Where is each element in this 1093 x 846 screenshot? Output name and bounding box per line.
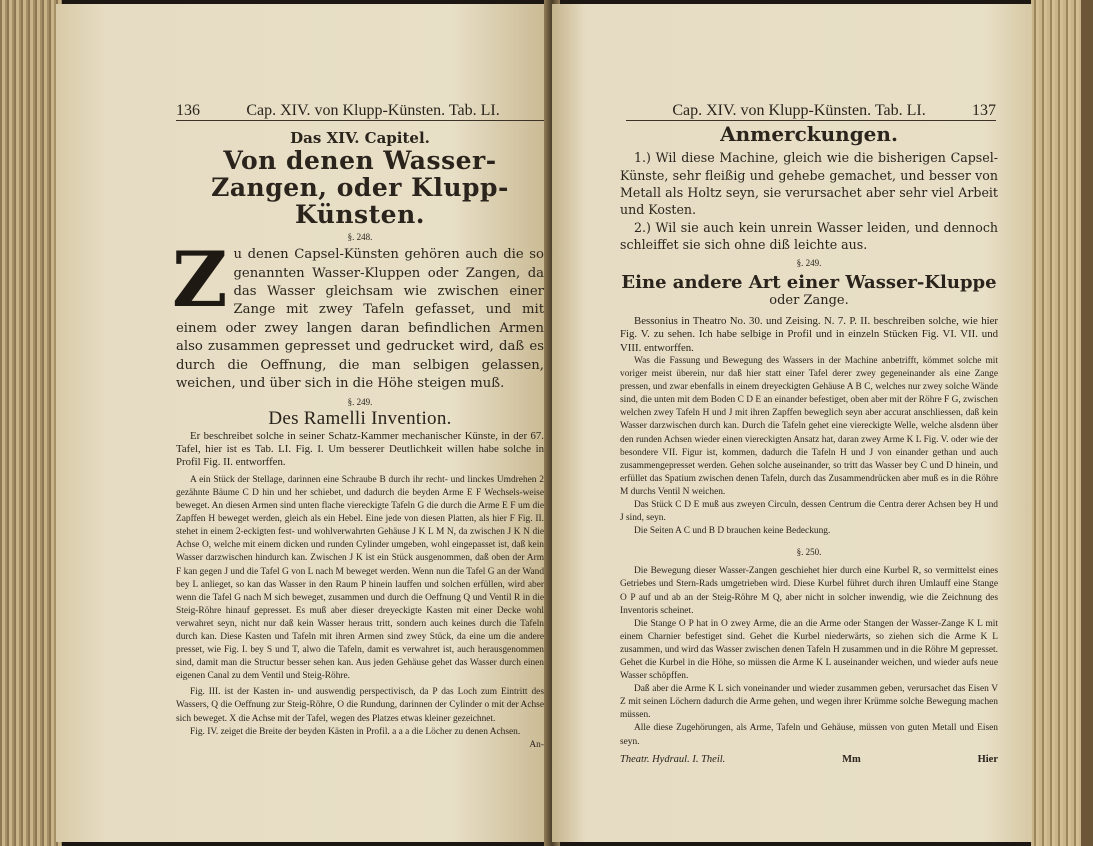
paragraph-stueck-cde: Das Stück C D E muß aus zweyen Circuln, dessen Centrum die Centra derer Achsen bey H und J sind, seyn. [620,499,998,524]
right-page-edges [1031,0,1093,846]
paragraph-number-250: §. 250. [796,547,822,558]
left-page-edges [0,0,62,846]
paragraph-ramelli-intro: Er beschreibet solche in seiner Schatz-Kammer mechanischer Künste, in der 67. Tafel, hier ist es Tab. LI. Fig. I. Um besserer Deutlichkeit willen habe solche in Profil Fig. II. entworffen. [176,429,544,469]
left-text-column [172,124,544,752]
annotation-note-1: 1.) Wil diese Machine, gleich wie die bisherigen Capsel-Künste, sehr fleißig und gehebe gemachet, und besser von Metall als Holtz seyn, sie verursachet aber sehr viel Arbeit und Kosten. [620,150,998,218]
right-running-head [626,96,996,121]
right-catchword: Hier [977,753,998,765]
right-paragraph-number-249: §. 249. [796,257,822,268]
paragraph-stange: Die Stange O P hat in O zwey Arme, die an die Arme oder Stangen der Wasser-Zange K L mit einem Charnier befestiget sind. Gehet die Kurbel niederwärts, so ziehen sich die Arme K L zusammen, und wird das Wasser zwischen denen Tafeln H zusammen und in die Röhre M gepresset. Gehet die Kurbel in die Höhe, so müssen die Arme K L auseinander weichen, und wieder aufs neue Wasser schöpffen. [620,618,998,682]
annotations-heading: Anmerckungen. [720,122,898,146]
chapter-heading: Das XIV. Capitel. [290,129,430,147]
paragraph-ramelli-description: A ein Stück der Stellage, darinnen eine Schraube B durch ihr recht- und linckes Umdrehen 2 gezähnte Bäume C D hin und her schiebet, und dadurch die beyden Arme E F Wechsels-weise beweget. An diesen Armen sind unten flache viereckigte Tafeln G die durch die Arme E F um die Zapffen H beweget werden, gleich als ein Hebel. Eine jede von diesen Platten, als hier F Fig. II. stehet in einem 2-eckigten fest- und wohlverwahrten Gehäuse J K L M N, da zwischen J K N die Achse O, welche mit einem dicken und runden Cylinder umgeben, wohl eingepasset ist, daß kein Wasser darzwischen hindurch kan. Zwischen J K ist ein Stück ausgenommen, daß oben der Arm F kan gegen J und die Tafel G von L nach M beweget werden. Wenn nun die Tafel G an der Wand bey L anlieget, so kan das Wasser in den Raum P hinein lauffen und solchen erfüllen, wird aber wenn die Tafel G nach M sich beweget, zusammen und durch die Oeffnung Q und Ventil R in die Steig-Röhre hinauf gepresset. Es muß aber dieser dreyeckigte Kasten mit einer Decke wohl verwahret seyn, nicht nur daß kein Wasser heraus tritt, sondern auch keines durch die Tafeln durch kan. Diese Kasten und Tafeln mit ihren Armen sind zwey Stück, da eine um die andere presset, wie Fig. I. bey S und T, alwo die Tafeln, damit es verwahret ist, auch herausgenommen sind, damit man die Structur besser sehen kan. Aus jeden Gehäuse gehet das Wasser durch einen eigenen Canal zu dem Ventil und Steig-Röhre. [176,474,544,682]
paragraph-bewegung: Die Bewegung dieser Wasser-Zangen geschiehet hier durch eine Kurbel R, so vermittelst eines Getriebes und Stern-Rads umgetrieben wird. Diese Kurbel führet durch ihren Umlauff eine Stange O P auf und ab an der Steig-Röhre M Q, aber nicht in solcher inwendig, wie die Zeichnung des Inventoris scheinet. [620,566,998,616]
paragraph-zugehoerungen: Alle diese Zugehörungen, als Arme, Tafeln und Gehäuse, müssen von guten Metall und Eisen seyn. [620,723,998,747]
left-running-title: Cap. XIV. von Klupp-Künsten. Tab. LI. [246,102,500,119]
drop-cap: Z [172,235,228,325]
footer-reference: Theatr. Hydraul. I. Theil. [620,753,726,765]
paragraph-seiten: Die Seiten A C und B D brauchen keine Bedeckung. [634,526,831,537]
right-running-title: Cap. XIV. von Klupp-Künsten. Tab. LI. [672,102,926,119]
intro-text: u denen Capsel-Künsten gehören auch die so genannten Wasser-Kluppen oder Zangen, da das Wasser gleichsam wie zwischen einer Zange mit zwey Tafeln gefasset, und mit einem oder zwey langen daran befindlichen Armen also zusammen gepresset und gedrucket wird, daß es durch die Oeffnung, die man selbigen gelassen, weichen, und über sich in die Höhe steigen muß. [176,247,544,392]
paragraph-fig4: Fig. IV. zeiget die Breite der beyden Kästen in Profil. a a a die Löcher zu denen Achsen. [190,726,521,737]
paragraph-fig3: Fig. III. ist der Kasten in- und auswendig perspectivisch, da P das Loch zum Eintritt des Wassers, Q die Oeffnung zur Steig-Röhre, O die Rundung, darinnen der Cylinder o mit der Achse sich beweget. X die Achse mit der Tafel, wegen des Platzes etwas kleiner gezeichnet. [176,687,544,724]
chapter-title-line1: Von denen Wasser-Zangen, oder Klupp- [211,146,509,203]
footer-signature-mark: Mm [842,753,861,765]
chapter-title-line2: Künsten. [295,200,425,230]
paragraph-bessonius: Bessonius in Theatro No. 30. und Zeising. N. 7. P. II. beschreiben solche, wie hier Fig. V. zu sehen. Ich habe selbige in Profil und in einzeln Stücken Fig. VI. VII. und VIII. entworffen. [620,314,998,354]
right-page [552,4,1032,842]
right-page-number: 137 [972,102,996,119]
left-page-number: 136 [176,102,200,119]
section-title-line1: Eine andere Art einer Wasser-Kluppe [621,271,997,293]
left-catchword: An- [529,739,544,750]
right-text-column [620,124,998,766]
paragraph-arme: Daß aber die Arme K L sich voneinander und wieder zusammen geben, verursachet das Eisen V Z mit seinen Löchern dadurch die Arme gehen, und wegen ihrer Krümme solche Bewegung machen müssen. [620,684,998,721]
left-running-head [176,96,546,121]
paragraph-number-248: §. 248. [347,232,373,243]
annotation-note-2: 2.) Wil sie auch kein unrein Wasser leiden, und dennoch schleiffet sie sich ohne diß leichte aus. [620,219,998,253]
right-page-footer [620,753,998,766]
paragraph-number-249: §. 249. [347,397,373,408]
paragraph-fassung: Was die Fassung und Bewegung des Wassers in der Machine anbetrifft, kömmet solche mit voriger meist überein, nur daß hier statt einer Tafel derer zwey gegeneinander als eine Zange pressen, und zwar ebenfalls in einem dreyeckigten Gehäuse A B C, welches nur zwey solche Wände sind, die unten mit dem Boden C D E an einander befestiget, oben aber mit der Röhre F G, zwischen welchen zwey Tafeln H und J mit ihren Zapffen beweglich seyn aber accurat anschliessen, daß kein Wasser darzwischen durch kan. Durch die Tafeln gehet eine viereckigte Welle, welche alsdenn über den runden Achsen wieder einen viereckigten Ansatz hat, daran zwey Arme K L Fig. V. oder wie der besondere VII. Figur ist, kommen, dadurch die Tafeln H und J von einander gethan und auch zusammengepresset werden. Gehen solche auseinander, so tritt das Wasser bey C und D hinein, und erfüllet das Spatium zwischen denen Tafeln, durch das Zusammendrücken aber muß es in die Röhre M durchs Ventil N weichen. [620,355,998,497]
left-page [56,4,550,842]
section-title-line2: oder Zange. [769,292,849,308]
section-heading-ramelli: Des Ramelli Invention. [268,407,452,429]
